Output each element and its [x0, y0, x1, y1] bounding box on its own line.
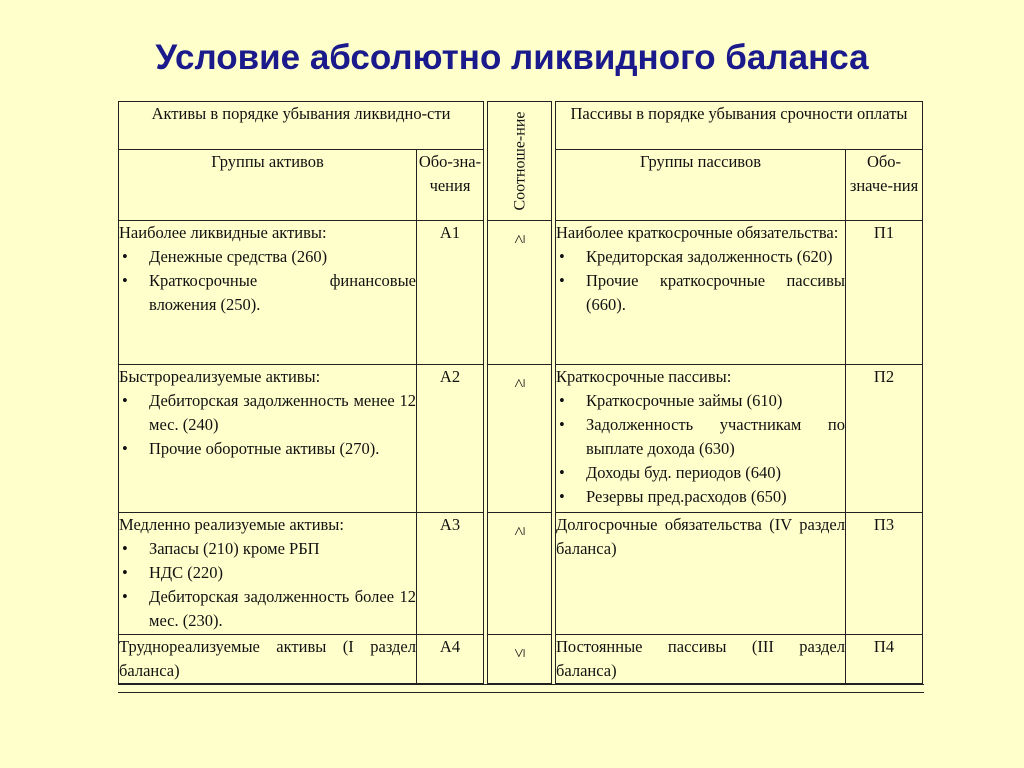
assets-col-header: Группы активов	[119, 150, 417, 221]
list-item: • Прочие оборотные активы (270).	[119, 437, 416, 461]
list-item: • Денежные средства (260)	[119, 245, 416, 269]
list-item: • Краткосрочные финансовые вложения (250).	[119, 269, 416, 317]
list-item: • Дебиторская задолженность менее 12 мес. (240)	[119, 389, 416, 437]
liability-cell	[556, 221, 846, 365]
liability-title: Долгосрочные обязательства (IV раздел баланса)	[556, 515, 845, 558]
asset-title: Быстрореализуемые активы:	[119, 367, 321, 386]
list-item: • Прочие краткосрочные пассивы (660).	[556, 269, 845, 317]
asset-title: Медленно реализуемые активы:	[119, 515, 344, 534]
liability-code: П2	[846, 365, 923, 513]
liability-title: Краткосрочные пассивы:	[556, 367, 732, 386]
liabilities-code-col-header: Обо-значе-ния	[846, 150, 923, 221]
ratio-sign: ≥	[509, 378, 529, 388]
ratio-sign: ≥	[509, 526, 529, 536]
liabilities-col-header: Группы пассивов	[556, 150, 846, 221]
ratio-cell	[488, 365, 552, 513]
assets-group-header: Активы в порядке убывания ликвидно-сти	[119, 102, 484, 150]
ratio-header-label: Соотноше-ние	[511, 111, 528, 211]
asset-code: А1	[417, 221, 484, 365]
liability-code: П1	[846, 221, 923, 365]
asset-cell	[119, 365, 417, 513]
liability-cell	[556, 513, 846, 635]
asset-code: А2	[417, 365, 484, 513]
liquidity-table-wrap	[118, 101, 928, 684]
list-item: • Кредиторская задолженность (620)	[556, 245, 845, 269]
list-item: • Дебиторская задолженность более 12 мес. (230).	[119, 585, 416, 633]
ratio-cell	[488, 513, 552, 635]
ratio-header	[488, 102, 552, 221]
table-row	[119, 513, 923, 635]
liability-title: Постоянные пассивы (III раздел баланса)	[556, 637, 845, 680]
liability-title: Наиболее краткосрочные обязательства:	[556, 223, 839, 242]
assets-code-col-header: Обо-зна-чения	[417, 150, 484, 221]
table-bottom-rule	[118, 684, 924, 693]
list-item: • Задолженность участникам по выплате дохода (630)	[556, 413, 845, 461]
list-item: • Запасы (210) кроме РБП	[119, 537, 416, 561]
asset-cell	[119, 635, 417, 684]
ratio-sign: ≥	[509, 234, 529, 244]
liability-cell	[556, 635, 846, 684]
asset-title: Наиболее ликвидные активы:	[119, 223, 327, 242]
list-item: • Краткосрочные займы (610)	[556, 389, 845, 413]
asset-title: Труднореализуемые активы (I раздел баланса)	[119, 637, 416, 680]
table-row	[119, 635, 923, 684]
asset-code: А4	[417, 635, 484, 684]
slide-title: Условие абсолютно ликвидного баланса	[155, 38, 869, 77]
list-item: • Резервы пред.расходов (650)	[556, 485, 845, 509]
liability-cell	[556, 365, 846, 513]
liabilities-group-header: Пассивы в порядке убывания срочности оплаты	[556, 102, 923, 150]
asset-code: А3	[417, 513, 484, 635]
asset-cell	[119, 513, 417, 635]
ratio-cell	[488, 221, 552, 365]
asset-cell	[119, 221, 417, 365]
list-item: • Доходы буд. периодов (640)	[556, 461, 845, 485]
ratio-sign: ≤	[509, 648, 529, 658]
ratio-cell	[488, 635, 552, 684]
liquidity-table	[118, 101, 923, 684]
table-row	[119, 365, 923, 513]
list-item: • НДС (220)	[119, 561, 416, 585]
table-row	[119, 221, 923, 365]
liability-code: П3	[846, 513, 923, 635]
liability-code: П4	[846, 635, 923, 684]
